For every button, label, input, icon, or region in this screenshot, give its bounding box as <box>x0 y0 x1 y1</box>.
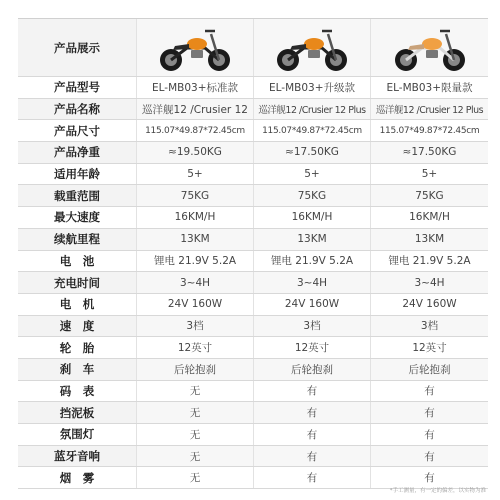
spec-value: 16KM/H <box>409 211 450 224</box>
motor-block <box>308 50 320 58</box>
spec-value: 无 <box>137 381 254 402</box>
spec-row <box>18 207 488 229</box>
spec-value: 12英寸 <box>254 337 371 358</box>
fuel-tank <box>422 38 442 50</box>
bike-image-cell <box>371 19 488 76</box>
spec-value: 有 <box>371 402 488 423</box>
spec-value: 有 <box>254 424 371 445</box>
spec-value: 5+ <box>421 168 438 181</box>
row-label: 最大速度 <box>18 207 137 228</box>
spec-value: 无 <box>137 446 254 467</box>
spec-value: 115.07*49.87*72.45cm <box>379 125 480 136</box>
spec-value: 75KG <box>371 185 488 206</box>
row-label: 产品名称 <box>18 99 137 120</box>
spec-value: ≈19.50KG <box>137 142 254 163</box>
spec-value: 有 <box>424 472 435 485</box>
row-label: 充电时间 <box>18 272 137 293</box>
spec-value: 24V 160W <box>137 294 254 315</box>
spec-value: 75KG <box>137 185 254 206</box>
spec-row <box>18 251 488 273</box>
row-label: 氛围灯 <box>18 424 137 445</box>
spec-value: 24V 160W <box>402 298 457 311</box>
spec-value: ≈17.50KG <box>254 142 371 163</box>
spec-value: 3~4H <box>254 272 371 293</box>
row-label: 烟 雾 <box>18 467 137 488</box>
row-label: 码 表 <box>18 381 137 402</box>
spec-value: 13KM <box>137 229 254 250</box>
spec-row <box>18 77 488 99</box>
fuel-tank <box>304 38 324 50</box>
spec-value: 无 <box>137 467 254 488</box>
row-label: 续航里程 <box>18 229 137 250</box>
spec-value: 后轮抱刹 <box>254 359 371 380</box>
fuel-tank <box>187 38 207 50</box>
spec-value: 有 <box>254 402 371 423</box>
row-label: 产品尺寸 <box>18 120 137 141</box>
spec-value: 75KG <box>254 185 371 206</box>
spec-value: 3档 <box>371 316 488 337</box>
orange-standard-bike-image <box>153 22 237 74</box>
spec-row <box>18 381 488 403</box>
spec-value: 巡洋舰12 /Crusier 12 <box>137 99 254 120</box>
row-label: 载重范围 <box>18 185 137 206</box>
spec-row <box>18 337 488 359</box>
spec-row <box>18 272 488 294</box>
spec-row <box>18 142 488 164</box>
spec-value: 3~4H <box>371 272 488 293</box>
spec-value: 3~4H <box>137 272 254 293</box>
spec-value: 有 <box>424 428 435 441</box>
spec-value: EL-MB03+标准款 <box>137 77 254 98</box>
spec-value: 有 <box>254 467 371 488</box>
spec-value: 12英寸 <box>137 337 254 358</box>
spec-value: 锂电 21.9V 5.2A <box>254 251 371 272</box>
motor-block <box>426 50 438 58</box>
spec-value: 5+ <box>137 164 254 185</box>
row-label: 电 池 <box>18 251 137 272</box>
spec-value: 16KM/H <box>254 207 371 228</box>
spec-table <box>18 18 488 484</box>
spec-value: 巡洋舰12 /Crusier 12 Plus <box>254 99 371 120</box>
seat <box>173 44 189 50</box>
white-limited-bike-image <box>388 22 472 74</box>
spec-value: 3档 <box>254 316 371 337</box>
motor-block <box>191 50 203 58</box>
bike-image-cell <box>137 19 254 76</box>
spec-value: 巡洋舰12 /Crusier 12 Plus <box>371 99 488 120</box>
spec-value: EL-MB03+升级款 <box>254 77 371 98</box>
spec-row <box>18 402 488 424</box>
spec-value: 24V 160W <box>254 294 371 315</box>
spec-row <box>18 229 488 251</box>
spec-value: 13KM <box>371 229 488 250</box>
spec-row <box>18 316 488 338</box>
row-label: 挡泥板 <box>18 402 137 423</box>
spec-value: 有 <box>424 385 435 398</box>
footnote: *手工测量，有一定的偏差，以实物为准 <box>389 488 486 494</box>
seat <box>290 44 306 50</box>
spec-value: 无 <box>137 424 254 445</box>
row-label: 产品净重 <box>18 142 137 163</box>
spec-value: 12英寸 <box>412 342 447 355</box>
row-label: 轮 胎 <box>18 337 137 358</box>
spec-value: 16KM/H <box>137 207 254 228</box>
row-label: 产品展示 <box>18 19 137 76</box>
spec-value: 115.07*49.87*72.45cm <box>254 120 371 141</box>
product-image-row <box>18 19 488 77</box>
row-label: 电 机 <box>18 294 137 315</box>
spec-value: 锂电 21.9V 5.2A <box>388 255 471 268</box>
spec-row <box>18 446 488 468</box>
spec-row <box>18 424 488 446</box>
spec-value: 有 <box>254 446 371 467</box>
spec-row <box>18 99 488 121</box>
spec-value: 无 <box>137 402 254 423</box>
spec-value: 有 <box>371 446 488 467</box>
spec-row <box>18 359 488 381</box>
row-label: 速 度 <box>18 316 137 337</box>
orange-upgrade-bike-image <box>270 22 354 74</box>
spec-value: 13KM <box>254 229 371 250</box>
spec-row <box>18 120 488 142</box>
spec-value: 有 <box>254 381 371 402</box>
spec-row <box>18 185 488 207</box>
spec-value: 后轮抱刹 <box>137 359 254 380</box>
spec-value: 后轮抱刹 <box>371 359 488 380</box>
spec-value: 3档 <box>137 316 254 337</box>
spec-value: 115.07*49.87*72.45cm <box>137 120 254 141</box>
spec-value: ≈17.50KG <box>371 142 488 163</box>
spec-row <box>18 294 488 316</box>
spec-value: 5+ <box>254 164 371 185</box>
row-label: 产品型号 <box>18 77 137 98</box>
bike-image-cell <box>254 19 371 76</box>
row-label: 蓝牙音响 <box>18 446 137 467</box>
row-label: 刹 车 <box>18 359 137 380</box>
spec-row <box>18 164 488 186</box>
spec-value: EL-MB03+限量款 <box>386 81 473 94</box>
row-label: 适用年龄 <box>18 164 137 185</box>
seat <box>408 44 424 50</box>
spec-value: 锂电 21.9V 5.2A <box>137 251 254 272</box>
